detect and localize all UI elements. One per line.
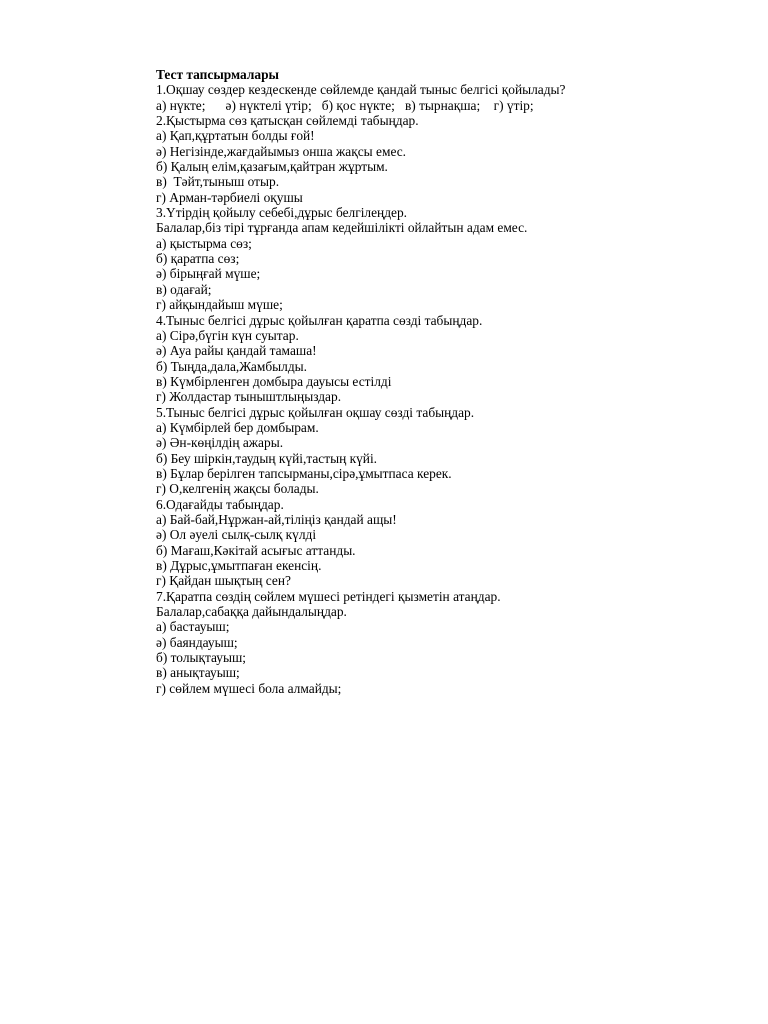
question-6-option-b: б) Мағаш,Кәкітай асығыс аттанды.	[156, 542, 356, 558]
question-3-option-ae: ә) бірыңғай мүше;	[156, 266, 261, 282]
question-3-sentence: Балалар,біз тірі тұрғанда апам кедейшілікті ойлайтын адам емес.	[156, 220, 528, 236]
question-1: 1.Оқшау сөздер кездескенде сөйлемде қандай тыныс белгісі қойылады?	[156, 82, 566, 98]
question-3-option-b: б) қаратпа сөз;	[156, 251, 240, 267]
question-3: 3.Үтірдің қойылу себебі,дұрыс белгілеңдер.	[156, 205, 408, 221]
question-2-option-b: б) Қалың елім,қазағым,қайтран жұртым.	[156, 159, 388, 175]
question-6-option-ae: ә) Ол әуелі сылқ-сылқ күлді	[156, 527, 317, 543]
question-5-option-ae: ә) Ән-көңілдің ажары.	[156, 435, 284, 451]
question-6: 6.Одағайды табыңдар.	[156, 496, 284, 512]
question-3-option-v: в) одағай;	[156, 281, 212, 297]
question-1-options: а) нүкте; ә) нүктелі үтір; б) қос нүкте; в) тырнақша; г) үтір;	[156, 97, 534, 113]
question-7-option-v: в) анықтауыш;	[156, 665, 240, 681]
question-4-option-v: в) Күмбірленген домбыра дауысы естілді	[156, 373, 392, 389]
question-6-option-v: в) Дұрыс,ұмытпаған екенсің.	[156, 558, 322, 573]
question-4-option-a: а) Сірә,бүгін күн суытар.	[156, 327, 299, 343]
question-7-option-g: г) сөйлем мүшесі бола алмайды;	[156, 680, 342, 696]
question-2: 2.Қыстырма сөз қатысқан сөйлемді табыңдар.	[156, 113, 419, 129]
question-2-option-a: а) Қап,құртатын болды ғой!	[156, 128, 315, 144]
question-7-sentence: Балалар,сабаққа дайындалыңдар.	[156, 604, 347, 620]
question-5-option-b: б) Беу шіркін,таудың күйі,тастың күйі.	[156, 450, 378, 466]
question-7-option-b: б) толықтауыш;	[156, 650, 247, 666]
question-4-option-b: б) Тыңда,дала,Жамбылды.	[156, 358, 307, 374]
question-2-option-g: г) Арман-тәрбиелі оқушы	[156, 189, 303, 205]
question-3-option-g: г) айқындайыш мүше;	[156, 297, 283, 313]
question-7-option-ae: ә) баяндауыш;	[156, 634, 238, 650]
question-2-option-v: в) Тәйт,тыныш отыр.	[156, 174, 280, 190]
question-6-option-a: а) Бай-бай,Нұржан-ай,тіліңіз қандай ащы!	[156, 511, 397, 527]
question-6-option-g: г) Қайдан шықтың сен?	[156, 573, 291, 589]
question-5-option-a: а) Күмбірлей бер домбырам.	[156, 419, 319, 435]
question-5-option-g: г) О,келгенің жақсы болады.	[156, 481, 319, 497]
question-4: 4.Тыныс белгісі дұрыс қойылған қаратпа сөзді табыңдар.	[156, 312, 483, 328]
document-title: Тест тапсырмалары	[156, 67, 279, 82]
question-7: 7.Қаратпа сөздің сөйлем мүшесі ретіндегі қызметін атаңдар.	[156, 588, 501, 604]
question-4-option-ae: ә) Ауа райы қандай тамаша!	[156, 343, 317, 359]
question-5: 5.Тыныс белгісі дұрыс қойылған оқшау сөзді табыңдар.	[156, 404, 475, 420]
question-7-option-a: а) бастауыш;	[156, 619, 230, 635]
question-3-option-a: а) қыстырма сөз;	[156, 235, 252, 251]
document-content	[156, 67, 736, 696]
question-4-option-g: г) Жолдастар тыныштлыңыздар.	[156, 389, 342, 405]
question-2-option-ae: ә) Негізінде,жағдайымыз онша жақсы емес.	[156, 143, 407, 159]
question-5-option-v: в) Бұлар берілген тапсырманы,сірә,ұмытпаса керек.	[156, 465, 452, 481]
